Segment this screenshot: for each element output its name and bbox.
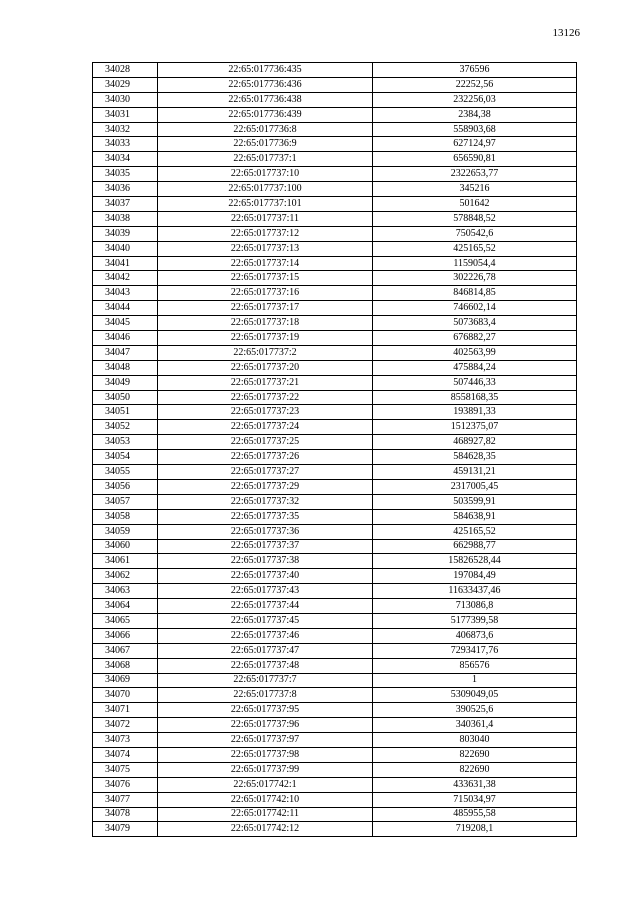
table-row: [93, 613, 577, 628]
row-number-cell: 34049: [93, 375, 158, 390]
row-number-cell: 34053: [93, 435, 158, 450]
cadastral-number-cell: 22:65:017737:97: [158, 733, 373, 748]
cadastral-value-cell: 7293417,76: [373, 643, 577, 658]
row-number-cell: 34071: [93, 703, 158, 718]
cadastral-number-cell: 22:65:017737:21: [158, 375, 373, 390]
cadastral-value-cell: 746602,14: [373, 301, 577, 316]
table-row: [93, 479, 577, 494]
cadastral-value-cell: 719208,1: [373, 822, 577, 837]
cadastral-value-cell: 803040: [373, 733, 577, 748]
table-row: [93, 762, 577, 777]
cadastral-number-cell: 22:65:017737:10: [158, 167, 373, 182]
cadastral-value-cell: 2384,38: [373, 107, 577, 122]
table-row: [93, 286, 577, 301]
row-number-cell: 34037: [93, 197, 158, 212]
row-number-cell: 34030: [93, 92, 158, 107]
table-row: [93, 167, 577, 182]
table-row: [93, 747, 577, 762]
cadastral-value-cell: 433631,38: [373, 777, 577, 792]
row-number-cell: 34052: [93, 420, 158, 435]
cadastral-number-cell: 22:65:017737:35: [158, 509, 373, 524]
table-row: [93, 345, 577, 360]
row-number-cell: 34065: [93, 613, 158, 628]
table-row: [93, 375, 577, 390]
row-number-cell: 34043: [93, 286, 158, 301]
cadastral-value-cell: 232256,03: [373, 92, 577, 107]
row-number-cell: 34034: [93, 152, 158, 167]
row-number-cell: 34062: [93, 569, 158, 584]
cadastral-value-cell: 822690: [373, 747, 577, 762]
cadastral-value-cell: 376596: [373, 63, 577, 78]
cadastral-value-cell: 856576: [373, 658, 577, 673]
table-row: [93, 733, 577, 748]
row-number-cell: 34058: [93, 509, 158, 524]
cadastral-number-cell: 22:65:017737:11: [158, 211, 373, 226]
cadastral-value-cell: 340361,4: [373, 718, 577, 733]
table-row: [93, 584, 577, 599]
table-row: [93, 360, 577, 375]
cadastral-number-cell: 22:65:017737:98: [158, 747, 373, 762]
cadastral-number-cell: 22:65:017737:43: [158, 584, 373, 599]
cadastral-value-cell: 713086,8: [373, 599, 577, 614]
table-row: [93, 822, 577, 837]
cadastral-number-cell: 22:65:017737:17: [158, 301, 373, 316]
cadastral-number-cell: 22:65:017737:101: [158, 197, 373, 212]
cadastral-value-cell: 2317005,45: [373, 479, 577, 494]
row-number-cell: 34057: [93, 494, 158, 509]
cadastral-value-cell: 485955,58: [373, 807, 577, 822]
row-number-cell: 34067: [93, 643, 158, 658]
cadastral-number-cell: 22:65:017737:96: [158, 718, 373, 733]
table-row: [93, 658, 577, 673]
table-row: [93, 435, 577, 450]
cadastral-number-cell: 22:65:017737:16: [158, 286, 373, 301]
table-row: [93, 107, 577, 122]
cadastral-value-cell: 5073683,4: [373, 316, 577, 331]
cadastral-value-cell: 1: [373, 673, 577, 688]
table-row: [93, 182, 577, 197]
cadastral-value-cell: 676882,27: [373, 331, 577, 346]
cadastral-number-cell: 22:65:017737:27: [158, 465, 373, 480]
cadastral-number-cell: 22:65:017736:438: [158, 92, 373, 107]
table-row: [93, 241, 577, 256]
cadastral-number-cell: 22:65:017737:23: [158, 405, 373, 420]
cadastral-value-cell: 302226,78: [373, 271, 577, 286]
cadastral-number-cell: 22:65:017737:26: [158, 450, 373, 465]
cadastral-number-cell: 22:65:017737:24: [158, 420, 373, 435]
row-number-cell: 34055: [93, 465, 158, 480]
cadastral-value-cell: 846814,85: [373, 286, 577, 301]
table-row: [93, 256, 577, 271]
table-row: [93, 718, 577, 733]
row-number-cell: 34068: [93, 658, 158, 673]
table-row: [93, 673, 577, 688]
cadastral-value-cell: 197084,49: [373, 569, 577, 584]
table-row: [93, 554, 577, 569]
table-row: [93, 92, 577, 107]
cadastral-value-cell: 578848,52: [373, 211, 577, 226]
cadastral-number-cell: 22:65:017737:22: [158, 390, 373, 405]
row-number-cell: 34078: [93, 807, 158, 822]
table-row: [93, 628, 577, 643]
cadastral-value-cell: 1512375,07: [373, 420, 577, 435]
cadastral-value-cell: 1159054,4: [373, 256, 577, 271]
row-number-cell: 34047: [93, 345, 158, 360]
row-number-cell: 34032: [93, 122, 158, 137]
table-row: [93, 539, 577, 554]
cadastral-value-cell: 584638,91: [373, 509, 577, 524]
row-number-cell: 34040: [93, 241, 158, 256]
table-row: [93, 420, 577, 435]
row-number-cell: 34035: [93, 167, 158, 182]
row-number-cell: 34077: [93, 792, 158, 807]
row-number-cell: 34045: [93, 316, 158, 331]
cadastral-value-cell: 459131,21: [373, 465, 577, 480]
cadastral-value-cell: 501642: [373, 197, 577, 212]
cadastral-number-cell: 22:65:017736:8: [158, 122, 373, 137]
cadastral-value-cell: 2322653,77: [373, 167, 577, 182]
table-row: [93, 792, 577, 807]
cadastral-value-cell: 475884,24: [373, 360, 577, 375]
table-row: [93, 63, 577, 78]
table-row: [93, 688, 577, 703]
table-row: [93, 465, 577, 480]
table-row: [93, 390, 577, 405]
cadastral-number-cell: 22:65:017736:436: [158, 77, 373, 92]
row-number-cell: 34042: [93, 271, 158, 286]
row-number-cell: 34036: [93, 182, 158, 197]
cadastral-value-cell: 425165,52: [373, 524, 577, 539]
table-row: [93, 450, 577, 465]
cadastral-number-cell: 22:65:017737:13: [158, 241, 373, 256]
page-number: 13126: [552, 27, 580, 39]
cadastral-number-cell: 22:65:017737:2: [158, 345, 373, 360]
row-number-cell: 34069: [93, 673, 158, 688]
row-number-cell: 34064: [93, 599, 158, 614]
row-number-cell: 34046: [93, 331, 158, 346]
cadastral-value-cell: 5309049,05: [373, 688, 577, 703]
row-number-cell: 34061: [93, 554, 158, 569]
cadastral-value-cell: 425165,52: [373, 241, 577, 256]
row-number-cell: 34051: [93, 405, 158, 420]
cadastral-value-cell: 15826528,44: [373, 554, 577, 569]
row-number-cell: 34072: [93, 718, 158, 733]
cadastral-number-cell: 22:65:017737:20: [158, 360, 373, 375]
cadastral-number-cell: 22:65:017742:1: [158, 777, 373, 792]
cadastral-number-cell: 22:65:017737:36: [158, 524, 373, 539]
cadastral-value-cell: 750542,6: [373, 226, 577, 241]
table-row: [93, 643, 577, 658]
row-number-cell: 34076: [93, 777, 158, 792]
row-number-cell: 34056: [93, 479, 158, 494]
table-row: [93, 331, 577, 346]
table-row: [93, 211, 577, 226]
cadastral-number-cell: 22:65:017742:12: [158, 822, 373, 837]
row-number-cell: 34073: [93, 733, 158, 748]
cadastral-value-cell: 503599,91: [373, 494, 577, 509]
cadastral-value-cell: 22252,56: [373, 77, 577, 92]
table-row: [93, 405, 577, 420]
row-number-cell: 34041: [93, 256, 158, 271]
cadastral-number-cell: 22:65:017737:38: [158, 554, 373, 569]
row-number-cell: 34054: [93, 450, 158, 465]
cadastral-number-cell: 22:65:017737:45: [158, 613, 373, 628]
cadastral-value-cell: 402563,99: [373, 345, 577, 360]
row-number-cell: 34075: [93, 762, 158, 777]
cadastral-number-cell: 22:65:017737:25: [158, 435, 373, 450]
table-row: [93, 301, 577, 316]
cadastral-value-cell: 507446,33: [373, 375, 577, 390]
cadastral-number-cell: 22:65:017737:99: [158, 762, 373, 777]
table-row: [93, 226, 577, 241]
row-number-cell: 34066: [93, 628, 158, 643]
cadastral-number-cell: 22:65:017737:40: [158, 569, 373, 584]
row-number-cell: 34060: [93, 539, 158, 554]
table-row: [93, 152, 577, 167]
table-row: [93, 77, 577, 92]
cadastral-number-cell: 22:65:017737:37: [158, 539, 373, 554]
row-number-cell: 34038: [93, 211, 158, 226]
cadastral-value-cell: 656590,81: [373, 152, 577, 167]
cadastral-value-cell: 627124,97: [373, 137, 577, 152]
cadastral-value-cell: 558903,68: [373, 122, 577, 137]
table-row: [93, 524, 577, 539]
cadastral-value-cell: 822690: [373, 762, 577, 777]
table-row: [93, 807, 577, 822]
cadastral-value-cell: 193891,33: [373, 405, 577, 420]
row-number-cell: 34050: [93, 390, 158, 405]
row-number-cell: 34063: [93, 584, 158, 599]
row-number-cell: 34029: [93, 77, 158, 92]
cadastral-number-cell: 22:65:017737:18: [158, 316, 373, 331]
table-row: [93, 271, 577, 286]
cadastral-number-cell: 22:65:017736:9: [158, 137, 373, 152]
cadastral-value-cell: 584628,35: [373, 450, 577, 465]
cadastral-number-cell: 22:65:017737:14: [158, 256, 373, 271]
cadastral-number-cell: 22:65:017742:11: [158, 807, 373, 822]
cadastral-value-cell: 345216: [373, 182, 577, 197]
cadastral-value-cell: 468927,82: [373, 435, 577, 450]
table-row: [93, 122, 577, 137]
row-number-cell: 34070: [93, 688, 158, 703]
table-row: [93, 777, 577, 792]
cadastral-number-cell: 22:65:017737:19: [158, 331, 373, 346]
table-body: [93, 63, 577, 837]
cadastral-value-cell: 8558168,35: [373, 390, 577, 405]
row-number-cell: 34044: [93, 301, 158, 316]
cadastral-value-cell: 11633437,46: [373, 584, 577, 599]
table-row: [93, 494, 577, 509]
cadastral-number-cell: 22:65:017736:435: [158, 63, 373, 78]
table-row: [93, 197, 577, 212]
row-number-cell: 34074: [93, 747, 158, 762]
cadastral-number-cell: 22:65:017737:95: [158, 703, 373, 718]
cadastral-number-cell: 22:65:017737:1: [158, 152, 373, 167]
cadastral-number-cell: 22:65:017742:10: [158, 792, 373, 807]
table-row: [93, 509, 577, 524]
cadastral-value-cell: 662988,77: [373, 539, 577, 554]
row-number-cell: 34059: [93, 524, 158, 539]
row-number-cell: 34031: [93, 107, 158, 122]
cadastral-value-cell: 390525,6: [373, 703, 577, 718]
cadastral-value-cell: 715034,97: [373, 792, 577, 807]
cadastral-value-table: [92, 62, 577, 837]
cadastral-number-cell: 22:65:017737:7: [158, 673, 373, 688]
cadastral-number-cell: 22:65:017737:100: [158, 182, 373, 197]
table-row: [93, 703, 577, 718]
cadastral-number-cell: 22:65:017737:44: [158, 599, 373, 614]
row-number-cell: 34079: [93, 822, 158, 837]
table-row: [93, 599, 577, 614]
table-row: [93, 569, 577, 584]
table-row: [93, 316, 577, 331]
cadastral-number-cell: 22:65:017737:48: [158, 658, 373, 673]
row-number-cell: 34039: [93, 226, 158, 241]
row-number-cell: 34048: [93, 360, 158, 375]
cadastral-number-cell: 22:65:017736:439: [158, 107, 373, 122]
cadastral-number-cell: 22:65:017737:32: [158, 494, 373, 509]
cadastral-number-cell: 22:65:017737:46: [158, 628, 373, 643]
cadastral-value-cell: 406873,6: [373, 628, 577, 643]
cadastral-number-cell: 22:65:017737:12: [158, 226, 373, 241]
row-number-cell: 34028: [93, 63, 158, 78]
cadastral-number-cell: 22:65:017737:8: [158, 688, 373, 703]
table-row: [93, 137, 577, 152]
cadastral-number-cell: 22:65:017737:15: [158, 271, 373, 286]
cadastral-number-cell: 22:65:017737:29: [158, 479, 373, 494]
row-number-cell: 34033: [93, 137, 158, 152]
cadastral-number-cell: 22:65:017737:47: [158, 643, 373, 658]
cadastral-value-cell: 5177399,58: [373, 613, 577, 628]
